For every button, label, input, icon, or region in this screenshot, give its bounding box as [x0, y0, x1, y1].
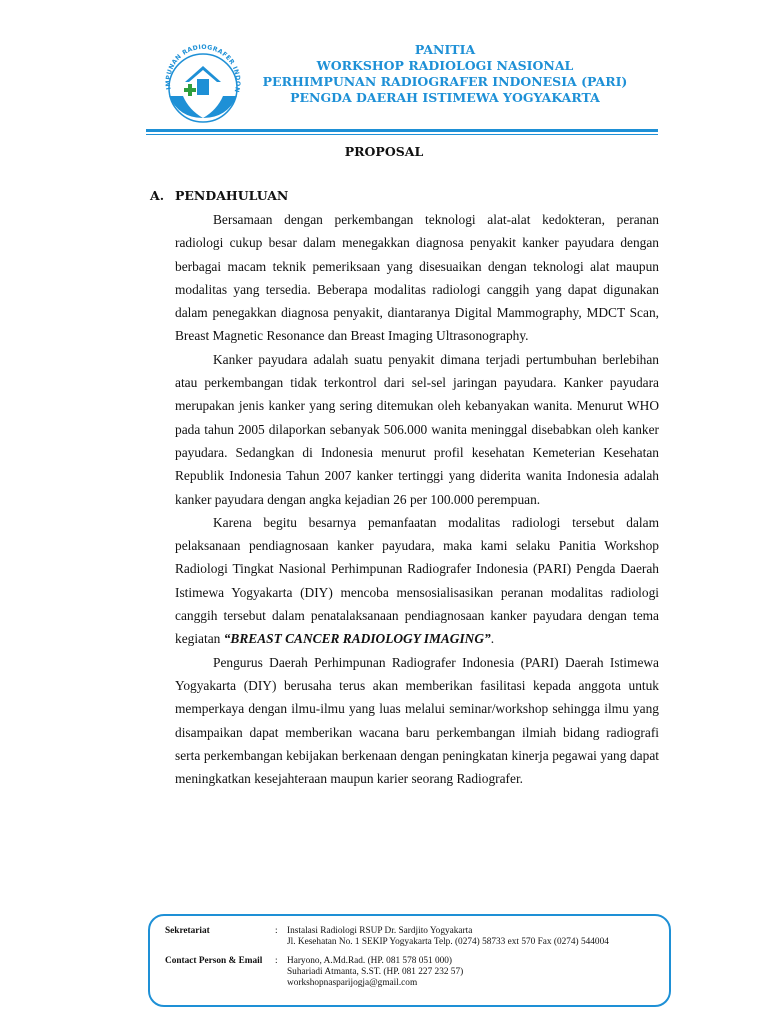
section-title: PENDAHULUAN: [175, 188, 289, 203]
letterhead-line-region: PENGDA DAERAH ISTIMEWA YOGYAKARTA: [290, 90, 600, 105]
contact-person-2: Suhariadi Atmanta, S.ST. (HP. 081 227 232 57): [287, 966, 464, 977]
letterhead-titles: [245, 42, 645, 106]
paragraph-3-text: Karena begitu besarnya pemanfaatan modalitas radiologi tersebut dalam pelaksanaan pendiagnosaan kanker payudara, maka kami selaku Panitia Workshop Radiologi Tingkat Nasional Perhimpunan Radiografer Indonesia (PARI) Pengda Daerah Istimewa Yogyakarta (DIY) mencoba mensosialisasikan peranan modalitas radiologi canggih tersebut dalam penatalaksanaan pendiagnosaan kanker payudara dengan tema kegiatan: [175, 514, 659, 647]
document-title: PROPOSAL: [344, 144, 424, 159]
secretariat-address: [287, 926, 609, 948]
secretariat-line-1: Instalasi Radiologi RSUP Dr. Sardjito Yogyakarta: [287, 926, 473, 936]
letterhead-line-committee: PANITIA: [414, 42, 476, 57]
letterhead-divider-thin: [146, 134, 658, 135]
contact-footer: [148, 914, 671, 1007]
contact-label: Contact Person & Email: [165, 956, 263, 966]
paragraph-1: Bersamaan dengan perkembangan teknologi alat-alat kedokteran, peranan radiologi cukup besar dalam menegakkan diagnosa penyakit kanker payudara dengan berbagai macam teknik pemeriksaan yang disesuaikan dengan teknologi alat maupun modalitas yang tersedia. Beberapa modalitas radiologi canggih yang dapat digunakan dalam penegakkan diagnosa penyakit, diantaranya Digital Mammography, MDCT Scan, Breast Magnetic Resonance dan Breast Imaging Ultrasonography.: [175, 212, 659, 344]
contact-colon: :: [275, 956, 278, 966]
contact-details: [287, 956, 463, 988]
paragraph-3: [175, 511, 659, 651]
secretariat-colon: :: [275, 926, 278, 936]
contact-person-1: Haryono, A.Md.Rad. (HP. 081 578 051 000): [287, 956, 453, 966]
paragraph-4: Pengurus Daerah Perhimpunan Radiografer Indonesia (PARI) Daerah Istimewa Yogyakarta (DIY) berusaha terus akan memberikan fasilitasi kepada anggota untuk memperkaya dengan ilmu-ilmu yang luas melalui seminar/workshop sehingga ilmu yang disampaikan dapat memberikan wacana baru perkembangan ilmiah bidang radiografi serta perkembangan kebijakan berkenaan dengan peningkatan kinerja pegawai yang dapat meningkatkan kesejahteraan maupun karier seorang Radiografer.: [175, 654, 659, 787]
document-body: [175, 208, 659, 790]
section-heading: [150, 188, 288, 203]
secretariat-line-2: Jl. Kesehatan No. 1 SEKIP Yogyakarta Telp. (0274) 58733 ext 570 Fax (0274) 544004: [287, 936, 609, 947]
letterhead-line-event: WORKSHOP RADIOLOGI NASIONAL: [316, 58, 574, 73]
section-letter: A.: [150, 188, 165, 203]
contact-email[interactable]: workshopnasparijogja@gmail.com: [287, 977, 418, 988]
svg-text:PERHIMPUNAN RADIOGRAFER INDONE: IMPUNAN RADIOGRAFER INDON: [164, 43, 242, 94]
letterhead-line-organization: PERHIMPUNAN RADIOGRAFER INDONESIA (PARI): [262, 74, 628, 89]
paragraph-2: Kanker payudara adalah suatu penyakit dimana terjadi pertumbuhan berlebihan atau perkembangan tidak terkontrol dari sel-sel jaringan payudara. Kanker payudara merupakan jenis kanker yang sering ditemukan oleh kebanyakan wanita. Menurut WHO pada tahun 2005 dilaporkan sebanyak 506.000 wanita meninggal disebabkan oleh kanker payudara. Sedangkan di Indonesia menurut profil kesehatan Kemeterian Kesehatan Republik Indonesia Tahun 2007 kanker tertinggi yang diderita wanita Indonesia adalah kanker payudara dengan angka kejadian 26 per 100.000 perempuan.: [175, 351, 659, 507]
paragraph-3-end: .: [490, 631, 495, 647]
event-theme: “BREAST CANCER RADIOLOGY IMAGING”: [223, 631, 491, 647]
pari-logo-icon: [153, 38, 253, 138]
letterhead: [0, 0, 768, 140]
letterhead-divider: [146, 129, 658, 132]
secretariat-label: Sekretariat: [165, 926, 210, 936]
